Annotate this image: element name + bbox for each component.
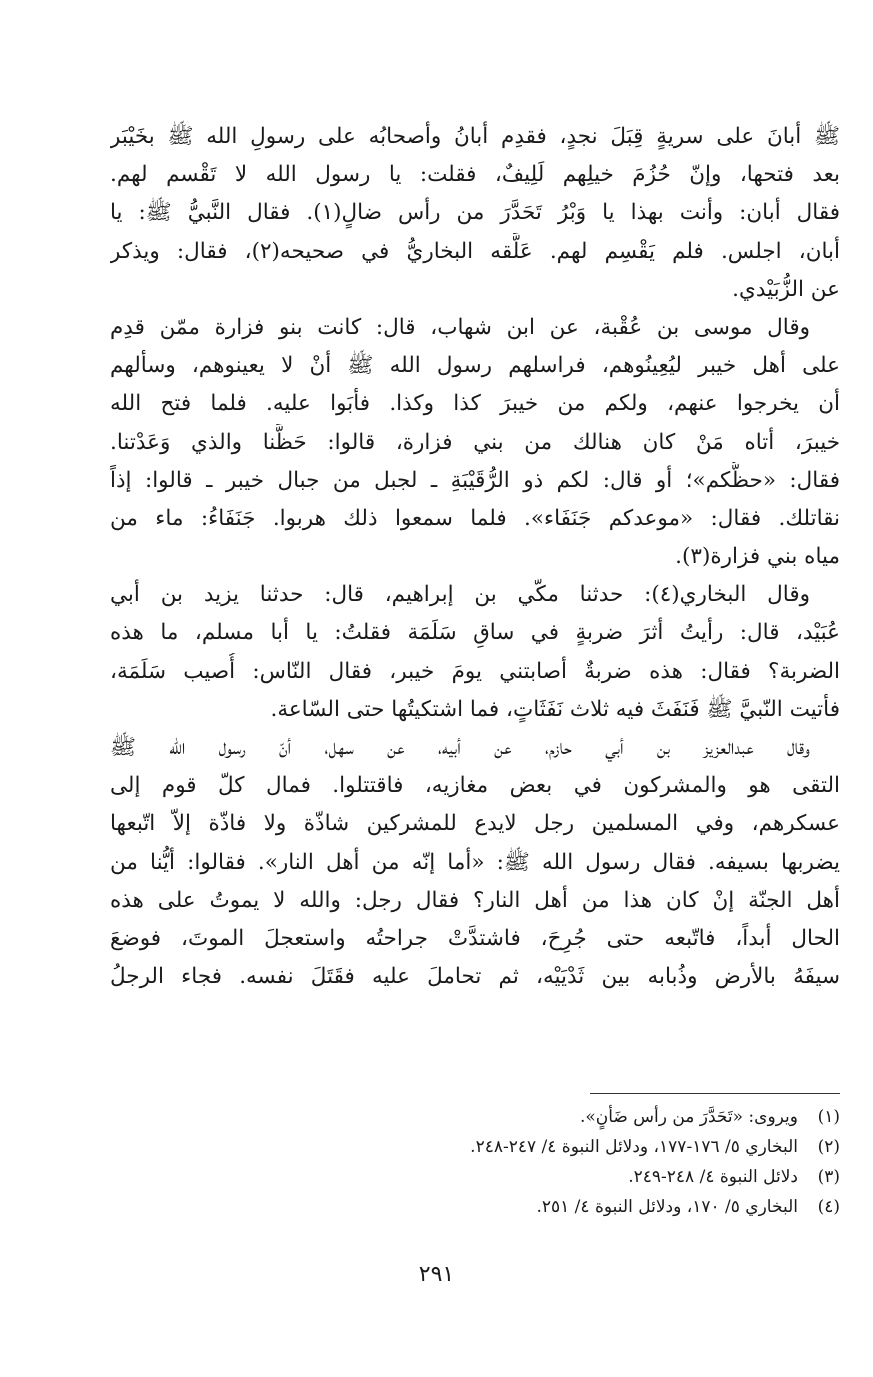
text-line: أبان، اجلس. فلم يَقْسِم لهم. عَلَّقه البخاريُّ في صحيحه(٢)، فقال: ويذكر: [110, 238, 840, 264]
text-line: بعد فتحها، وإنّ حُزُمَ خيلِهم لَلِيفٌ، فقلت: يا رسول الله لا تَقْسم لهم.: [110, 162, 840, 188]
footnote-number: (٣): [817, 1167, 840, 1187]
footnote-item: [110, 1132, 840, 1162]
text-line: على أهل خيبر ليُعِينُوهم، فراسلهم رسول الله ﷺ أنْ لا يعينوهم، وسألهم: [110, 353, 840, 379]
footnote-text: البخاري ٥/ ١٧٦-١٧٧، ودلائل النبوة ٤/ ٢٤٧-٢٤٨.: [470, 1137, 798, 1157]
footnote-number: (١): [817, 1107, 840, 1127]
footnote-text: ويروى: «تَحَدَّرَ من رأس ضَأنٍ».: [579, 1107, 798, 1127]
text-line: وقال موسى بن عُقْبة، عن ابن شهاب، قال: كانت بنو فزارة ممّن قدِم: [110, 314, 810, 340]
footnote-text: البخاري ٥/ ١٧٠، ودلائل النبوة ٤/ ٢٥١.: [536, 1197, 798, 1217]
text-line: فقال أبان: وأنت بهذا يا وَبْرُ تَحَدَّرَ من رأس ضالٍ(١). فقال النَّبيُّ ﷺ: يا: [110, 200, 840, 226]
footnote-number: (٤): [817, 1197, 840, 1217]
text-line: سيفَهُ بالأرض وذُبابه بين ثَدْيَيْه، ثم تحاملَ عليه فقَتَلَ نفسه. فجاء الرجلُ: [110, 964, 840, 990]
text-line: الحال أبداً، فاتّبعه حتى جُرِحَ، فاشتدَّتْ جراحتُه واستعجلَ الموتَ، فوضعَ: [110, 925, 840, 951]
text-line: خيبرَ، أتاه مَنْ كان هنالك من بني فزارة، قالوا: حَظَّنا والذي وَعَدْتنا.: [110, 429, 840, 455]
text-line: أن يخرجوا عنهم، ولكم من خيبرَ كذا وكذا. فأبَوا عليه. فلما فتح الله: [110, 391, 840, 417]
footnote-item: [110, 1102, 840, 1132]
footnote-item: [110, 1162, 840, 1192]
footnote-item: [110, 1192, 840, 1222]
text-line: عسكرهم، وفي المسلمين رجل لايدع للمشركين شاذّة ولا فاذّة إلاّ اتّبعها: [110, 811, 840, 837]
main-text: [110, 118, 840, 996]
text-line: وقال عبدالعزيز بن أبي حازم، عن أبيه، عن سهل، أنّ رسول الله ﷺ: [110, 735, 810, 760]
footnote-number: (٢): [817, 1137, 840, 1157]
text-line: الضربة؟ فقال: هذه ضربةٌ أصابتني يومَ خيبر، فقال النّاس: أُصيب سَلَمَة،: [110, 658, 840, 684]
footnote-divider: [590, 1093, 840, 1094]
text-line: عُبَيْد، قال: رأيتُ أثرَ ضربةٍ في ساقِ سَلَمَة فقلتُ: يا أبا مسلم، ما هذه: [110, 620, 840, 646]
text-line: يضربها بسيفه. فقال رسول الله ﷺ: «أما إنّه من أهل النار». فقالوا: أيُّنا من: [110, 849, 840, 875]
text-line: التقى هو والمشركون في بعض مغازيه، فاقتتلوا. فمال كلّ قوم إلى: [110, 773, 840, 799]
text-line: فأتيت النّبيَّ ﷺ فَنَفَثَ فيه ثلاث نَفَثَاتٍ، فما اشتكيتُها حتى السّاعة.: [270, 696, 840, 722]
text-line: مياه بني فزارة(٣).: [675, 544, 840, 570]
footnote-text: دلائل النبوة ٤/ ٢٤٨-٢٤٩.: [628, 1167, 798, 1187]
text-line: فقال: «حظُّكم»؛ أو قال: لكم ذو الرُّقَيْبَةِ ـ لجبل من جبال خيبر ـ قالوا: إذاً: [110, 467, 840, 493]
page-number: ٢٩١: [418, 1262, 455, 1287]
text-line: ﷺ أبانَ على سريةٍ قِبَلَ نجدٍ، فقدِم أبانُ وأصحابُه على رسولِ الله ﷺ بخَيْبَر: [110, 124, 840, 149]
footnotes: [110, 1102, 840, 1222]
text-line: عن الزُّبَيْدي.: [732, 276, 840, 302]
text-line: نقاتلك. فقال: «موعدكم جَنَفَاء». فلما سمعوا ذلك هربوا. جَنَفَاءُ: ماء من: [110, 505, 840, 531]
text-line: وقال البخاري(٤): حدثنا مكّي بن إبراهيم، قال: حدثنا يزيد بن أبي: [110, 582, 810, 608]
text-line: أهل الجنّة إنْ كان هذا من أهل النار؟ فقال رجل: والله لا يموتُ على هذه: [110, 887, 840, 913]
